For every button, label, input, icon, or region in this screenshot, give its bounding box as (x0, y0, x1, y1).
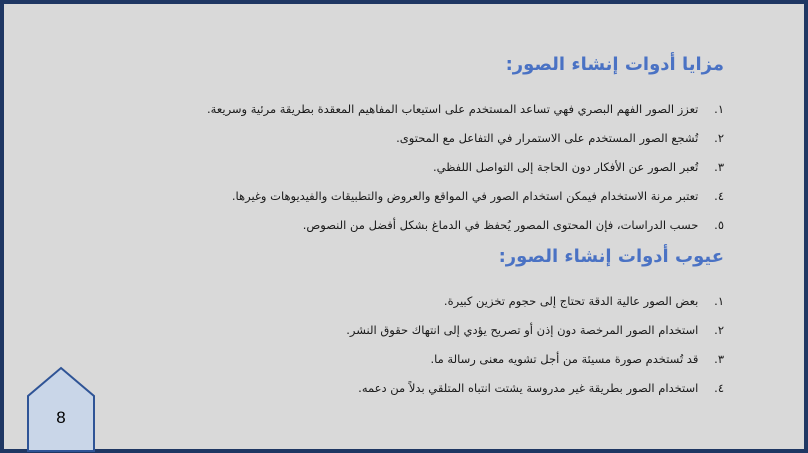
advantages-list (207, 99, 724, 244)
item-text: استخدام الصور المرخصة دون إذن أو تصريح يؤدي إلى انتهاك حقوق النشر. (346, 323, 699, 337)
page-number: 8 (56, 408, 66, 427)
list-item (207, 186, 724, 215)
item-text: بعض الصور عالية الدقة تحتاج إلى حجوم تخزين كبيرة. (443, 294, 699, 308)
item-text: تُشجع الصور المستخدم على الاستمرار في التفاعل مع المحتوى. (396, 131, 699, 145)
list-item (207, 215, 724, 244)
item-text: تعزز الصور الفهم البصري فهي تساعد المستخدم على استيعاب المفاهيم المعقدة بطريقة مرئية وسريعة. (207, 102, 699, 116)
item-number: ٢. (714, 131, 724, 145)
item-number: ٢. (714, 323, 724, 337)
item-number: ١. (714, 102, 724, 116)
advantages-heading: مزايا أدوات إنشاء الصور: (505, 54, 724, 75)
item-text: قد تُستخدم صورة مسيئة من أجل تشويه معنى رسالة ما. (430, 352, 699, 366)
item-text: استخدام الصور بطريقة غير مدروسة يشتت انتباه المتلقي بدلاً من دعمه. (358, 381, 699, 395)
item-number: ٣. (714, 352, 724, 366)
list-item (207, 99, 724, 128)
item-number: ١. (714, 294, 724, 308)
list-item (207, 128, 724, 157)
slide-content (4, 4, 804, 449)
disadvantages-list (346, 291, 724, 407)
list-item (346, 349, 724, 378)
item-text: تعتبر مرنة الاستخدام فيمكن استخدام الصور في المواقع والعروض والتطبيقات والفيديوهات وغيرها. (231, 189, 699, 203)
item-number: ٣. (714, 160, 724, 174)
list-item (346, 320, 724, 349)
item-text: تُعبر الصور عن الأفكار دون الحاجة إلى التواصل اللفظي. (433, 160, 699, 174)
item-text: حسب الدراسات، فإن المحتوى المصور يُحفظ في الدماغ بشكل أفضل من النصوص. (302, 218, 699, 232)
list-item (207, 157, 724, 186)
item-number: ٤. (714, 189, 724, 203)
item-number: ٥. (714, 218, 724, 232)
list-item (346, 378, 724, 407)
disadvantages-heading: عيوب أدوات إنشاء الصور: (498, 246, 724, 267)
page-number-badge (26, 366, 96, 452)
item-number: ٤. (714, 381, 724, 395)
list-item (346, 291, 724, 320)
